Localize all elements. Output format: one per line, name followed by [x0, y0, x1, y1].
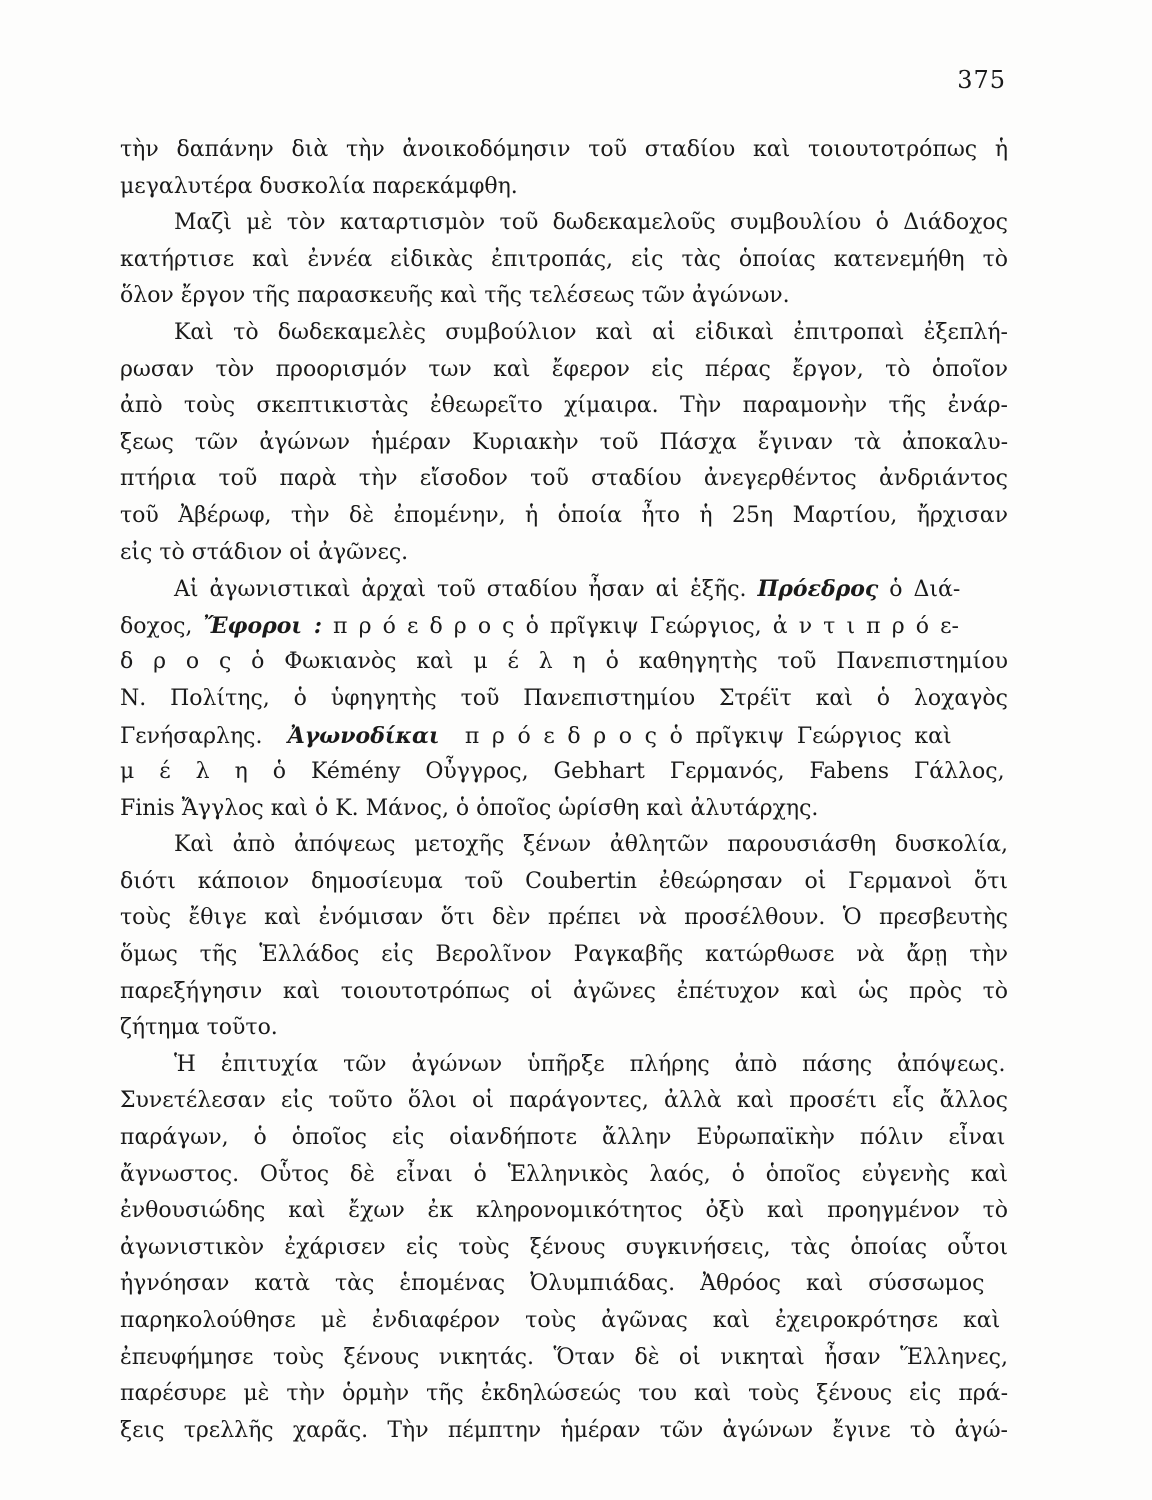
text-line — [120, 1193, 1008, 1230]
line-text: παρεξήγησιν καὶ τοιουτοτρόπως οἱ ἀγῶνες ἐπέτυχον καὶ ὡς πρὸς τὸ — [120, 978, 1009, 1004]
heading-proedros: Πρόεδρος — [757, 576, 879, 603]
text-line — [120, 278, 1008, 315]
line-text: ἐνθουσιώδης καὶ ἔχων ἐκ κληρονομικότητος ὀξὺ καὶ προηγμένον τὸ — [120, 1198, 1008, 1224]
line-text: Ἡ ἐπιτυχία τῶν ἀγώνων ὑπῆρξε πλήρης ἀπὸ πάσης ἀπόψεως. — [174, 1051, 1006, 1077]
line-text: ρωσαν τὸν προορισμόν των καὶ ἔφερον εἰς πέρας ἔργον, τὸ ὁποῖον — [120, 356, 1009, 382]
text-line — [120, 1157, 1008, 1194]
text-line — [120, 718, 1008, 755]
line-text: πτήρια τοῦ παρὰ τὴν εἴσοδον τοῦ σταδίου ἀνεγερθέντος ἀνδριάντος — [120, 466, 1008, 492]
text-line — [120, 1303, 1008, 1340]
text-line — [120, 974, 1008, 1011]
text-line — [120, 937, 1008, 974]
text-line — [120, 1266, 1008, 1303]
line-text: ξεως τῶν ἀγώνων ἡμέραν Κυριακὴν τοῦ Πάσχα ἔγιναν τὰ ἀποκαλυ- — [120, 429, 1009, 455]
text-line — [120, 608, 1008, 645]
text-line — [120, 754, 1008, 791]
text-line — [120, 315, 1008, 352]
text-line — [120, 1340, 1008, 1377]
line-text: παρέσυρε μὲ τὴν ὁρμὴν τῆς ἐκδηλώσεώς του καὶ τοὺς ξένους εἰς πρά- — [120, 1381, 1009, 1407]
text-line — [120, 169, 1008, 206]
text-line — [120, 827, 1008, 864]
text-line — [120, 1413, 1008, 1450]
text-line — [120, 681, 1008, 718]
text-line — [120, 242, 1008, 279]
line-segment: ὁ Διά- — [889, 577, 961, 603]
text-line — [120, 864, 1008, 901]
line-text: ζήτημα τοῦτο. — [120, 1015, 278, 1041]
text-line — [120, 1047, 1008, 1084]
line-text: ἀπὸ τοὺς σκεπτικιστὰς ἐθεωρεῖτο χίμαιρα. Τὴν παραμονὴν τῆς ἐνάρ- — [120, 393, 1008, 419]
heading-agonodikai: Ἀγωνοδίκαι — [287, 722, 440, 749]
line-text: παράγων, ὁ ὁποῖος εἰς οἱανδήποτε ἄλλην Εὐρωπαϊκὴν πόλιν εἶναι — [120, 1125, 1006, 1151]
line-text: Ν. Πολίτης, ὁ ὑφηγητὴς τοῦ Πανεπιστημίου Στρέϊτ καὶ ὁ λοχαγὸς — [120, 685, 1008, 711]
text-line — [120, 352, 1008, 389]
line-text: ἐπευφήμησε τοὺς ξένους νικητάς. Ὅταν δὲ οἱ νικηταὶ ἦσαν Ἕλληνες, — [120, 1344, 1008, 1370]
line-segment: π ρ ό ε δ ρ ο ς ὁ πρῖγκιψ Γεώργιος καὶ — [464, 723, 952, 749]
line-text: τὴν δαπάνην διὰ τὴν ἀνοικοδόμησιν τοῦ σταδίου καὶ τοιουτοτρόπως ἡ — [120, 137, 1009, 162]
line-segment: δοχος, — [120, 613, 193, 639]
text-line — [120, 900, 1008, 937]
text-line — [120, 571, 1008, 608]
line-segment: π ρ ό ε δ ρ ο ς ὁ πρῖγκιψ Γεώργιος, ἀ ν τ ι π ρ ό ε- — [333, 613, 959, 639]
text-line — [120, 388, 1008, 425]
line-text: διότι κάποιον δημοσίευμα τοῦ Coubertin ἐθεώρησαν οἱ Γερμανοὶ ὅτι — [120, 868, 1009, 894]
line-text: μ έ λ η ὁ Kémény Οὖγγρος, Gebhart Γερμανός, Fabens Γάλλος, — [120, 759, 1005, 785]
line-text — [174, 571, 960, 608]
text-line — [120, 791, 1008, 828]
text-line — [120, 425, 1008, 462]
line-text: ἄγνωστος. Οὗτος δὲ εἶναι ὁ Ἑλληνικὸς λαός, ὁ ὁποῖος εὐγενὴς καὶ — [120, 1161, 1008, 1187]
line-text — [120, 608, 959, 645]
body-text — [120, 132, 1008, 1449]
line-text: ἀγωνιστικὸν ἐχάρισεν εἰς τοὺς ξένους συγκινήσεις, τὰς ὁποίας οὗτοι — [120, 1234, 1008, 1260]
line-text: ξεις τρελλῆς χαρᾶς. Τὴν πέμπτην ἡμέραν τῶν ἀγώνων ἔγινε τὸ ἀγώ- — [120, 1417, 1008, 1443]
line-text: εἰς τὸ στάδιον οἱ ἀγῶνες. — [120, 539, 409, 565]
text-line — [120, 1010, 1008, 1047]
line-text — [120, 718, 952, 755]
line-text: κατήρτισε καὶ ἐννέα εἰδικὰς ἐπιτροπάς, εἰς τὰς ὁποίας κατενεμήθη τὸ — [120, 246, 1009, 272]
line-segment: Αἱ ἀγωνιστικαὶ ἀρχαὶ τοῦ σταδίου ἦσαν αἱ ἑξῆς. — [174, 577, 747, 603]
line-text: Καὶ ἀπὸ ἀπόψεως μετοχῆς ξένων ἀθλητῶν παρουσιάσθη δυσκολία, — [174, 832, 1009, 858]
line-text: ὅλον ἔργον τῆς παρασκευῆς καὶ τῆς τελέσεως τῶν ἀγώνων. — [120, 283, 790, 309]
text-line — [120, 1083, 1008, 1120]
line-text: Καὶ τὸ δωδεκαμελὲς συμβούλιον καὶ αἱ εἰδικαὶ ἐπιτροπαὶ ἐξεπλή- — [174, 319, 1008, 345]
text-line — [120, 498, 1008, 535]
text-line — [120, 1376, 1008, 1413]
line-segment: Γενήσαρλης. — [120, 723, 263, 749]
line-text: Μαζὶ μὲ τὸν καταρτισμὸν τοῦ δωδεκαμελοῦς συμβουλίου ὁ Διάδοχος — [174, 210, 1008, 236]
heading-eforoi: Ἔφοροι : — [203, 612, 322, 639]
text-line — [120, 644, 1008, 681]
line-text: ἠγνόησαν κατὰ τὰς ἑπομένας Ὀλυμπιάδας. Ἀθρόος καὶ σύσσωμος — [120, 1271, 985, 1297]
text-line — [120, 461, 1008, 498]
text-line — [120, 535, 1008, 572]
line-text: τοῦ Ἀβέρωφ, τὴν δὲ ἐπομένην, ἡ ὁποία ἦτο ἡ 25η Μαρτίου, ἤρχισαν — [120, 502, 1009, 528]
line-text: δ ρ ο ς ὁ Φωκιανὸς καὶ μ έ λ η ὁ καθηγητὴς τοῦ Πανεπιστημίου — [120, 649, 1009, 675]
text-line — [120, 132, 1008, 169]
line-text: ὅμως τῆς Ἑλλάδος εἰς Βερολῖνον Ραγκαβῆς κατώρθωσε νὰ ἄρῃ τὴν — [120, 942, 1008, 968]
text-line — [120, 1120, 1008, 1157]
line-text: μεγαλυτέρα δυσκολία παρεκάμφθη. — [120, 173, 518, 199]
text-line — [120, 205, 1008, 242]
line-text: Finis Ἄγγλος καὶ ὁ Κ. Μάνος, ὁ ὁποῖος ὡρίσθη καὶ ἀλυτάρχης. — [120, 795, 819, 821]
line-text: τοὺς ἔθιγε καὶ ἐνόμισαν ὅτι δὲν πρέπει νὰ προσέλθουν. Ὁ πρεσβευτὴς — [120, 905, 1008, 931]
line-text: Συνετέλεσαν εἰς τοῦτο ὅλοι οἱ παράγοντες, ἀλλὰ καὶ προσέτι εἷς ἄλλος — [120, 1088, 1008, 1114]
page-number: 375 — [957, 66, 1006, 94]
text-line — [120, 1230, 1008, 1267]
line-text: παρηκολούθησε μὲ ἐνδιαφέρον τοὺς ἀγῶνας καὶ ἐχειροκρότησε καὶ — [120, 1308, 1001, 1333]
